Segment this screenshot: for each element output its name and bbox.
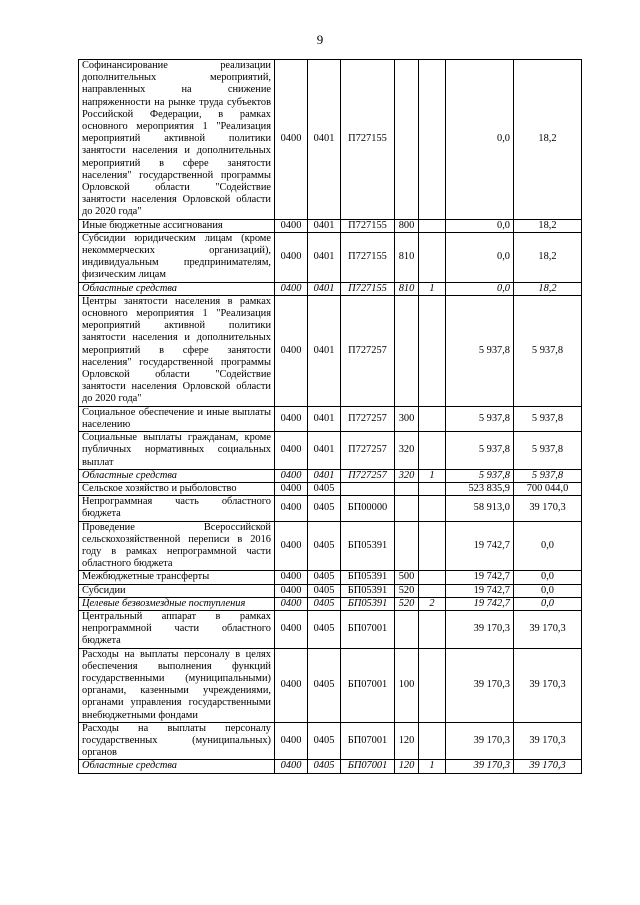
budget-table <box>78 59 582 774</box>
amount-year2-cell: 39 170,3 <box>514 760 582 773</box>
amount-year1-cell: 19 742,7 <box>446 571 514 584</box>
expense-type-cell: 800 <box>395 219 419 232</box>
subsection-code-cell: 0405 <box>308 610 341 648</box>
expense-type-cell <box>395 60 419 220</box>
funding-source-cell <box>419 496 446 521</box>
subsection-code-cell: 0401 <box>308 60 341 220</box>
table-row <box>79 610 582 648</box>
funding-source-cell: 1 <box>419 469 446 482</box>
expense-type-cell: 810 <box>395 282 419 295</box>
section-code-cell: 0400 <box>275 482 308 495</box>
section-code-cell: 0400 <box>275 496 308 521</box>
amount-year1-cell: 19 742,7 <box>446 584 514 597</box>
amount-year1-cell: 523 835,9 <box>446 482 514 495</box>
subsection-code-cell: 0401 <box>308 232 341 282</box>
row-name-cell: Расходы на выплаты персоналу государственных (муниципальных) органов <box>79 722 275 760</box>
expense-type-cell: 120 <box>395 722 419 760</box>
table-row <box>79 282 582 295</box>
expense-type-cell <box>395 482 419 495</box>
expense-type-cell <box>395 295 419 406</box>
funding-source-cell <box>419 60 446 220</box>
row-name-cell: Иные бюджетные ассигнования <box>79 219 275 232</box>
amount-year2-cell: 0,0 <box>514 521 582 571</box>
amount-year1-cell: 0,0 <box>446 60 514 220</box>
row-name-cell: Социальные выплаты гражданам, кроме публичных нормативных социальных выплат <box>79 432 275 470</box>
table-row <box>79 584 582 597</box>
expense-type-cell: 520 <box>395 597 419 610</box>
row-name-cell: Проведение Всероссийской сельскохозяйственной переписи в 2016 году в рамках непрограммной части областного бюджета <box>79 521 275 571</box>
row-name-cell: Непрограммная часть областного бюджета <box>79 496 275 521</box>
section-code-cell: 0400 <box>275 760 308 773</box>
funding-source-cell <box>419 648 446 722</box>
expense-type-cell: 100 <box>395 648 419 722</box>
amount-year2-cell: 39 170,3 <box>514 722 582 760</box>
subsection-code-cell: 0401 <box>308 432 341 470</box>
target-article-cell: БП00000 <box>341 496 395 521</box>
subsection-code-cell: 0405 <box>308 722 341 760</box>
funding-source-cell <box>419 232 446 282</box>
target-article-cell: БП07001 <box>341 760 395 773</box>
amount-year2-cell: 5 937,8 <box>514 406 582 431</box>
amount-year2-cell: 18,2 <box>514 60 582 220</box>
amount-year1-cell: 39 170,3 <box>446 648 514 722</box>
table-row <box>79 521 582 571</box>
table-row <box>79 760 582 773</box>
funding-source-cell <box>419 584 446 597</box>
table-row <box>79 648 582 722</box>
row-name-cell: Целевые безвозмездные поступления <box>79 597 275 610</box>
target-article-cell: БП05391 <box>341 584 395 597</box>
table-row <box>79 295 582 406</box>
amount-year1-cell: 5 937,8 <box>446 469 514 482</box>
subsection-code-cell: 0405 <box>308 760 341 773</box>
target-article-cell: БП07001 <box>341 722 395 760</box>
section-code-cell: 0400 <box>275 584 308 597</box>
table-row <box>79 469 582 482</box>
amount-year1-cell: 0,0 <box>446 219 514 232</box>
target-article-cell: БП05391 <box>341 571 395 584</box>
expense-type-cell: 120 <box>395 760 419 773</box>
funding-source-cell: 1 <box>419 282 446 295</box>
row-name-cell: Субсидии <box>79 584 275 597</box>
amount-year2-cell: 5 937,8 <box>514 469 582 482</box>
section-code-cell: 0400 <box>275 282 308 295</box>
section-code-cell: 0400 <box>275 521 308 571</box>
target-article-cell: П727257 <box>341 406 395 431</box>
expense-type-cell: 320 <box>395 469 419 482</box>
expense-type-cell: 300 <box>395 406 419 431</box>
page-number: 9 <box>316 32 324 47</box>
amount-year1-cell: 39 170,3 <box>446 722 514 760</box>
target-article-cell: П727155 <box>341 219 395 232</box>
expense-type-cell <box>395 610 419 648</box>
funding-source-cell <box>419 482 446 495</box>
funding-source-cell: 2 <box>419 597 446 610</box>
subsection-code-cell: 0405 <box>308 584 341 597</box>
budget-table-body <box>79 60 582 774</box>
table-row <box>79 482 582 495</box>
row-name-cell: Сельское хозяйство и рыболовство <box>79 482 275 495</box>
target-article-cell: П727257 <box>341 469 395 482</box>
row-name-cell: Областные средства <box>79 760 275 773</box>
section-code-cell: 0400 <box>275 232 308 282</box>
row-name-cell: Социальное обеспечение и иные выплаты населению <box>79 406 275 431</box>
amount-year2-cell: 39 170,3 <box>514 496 582 521</box>
section-code-cell: 0400 <box>275 432 308 470</box>
amount-year1-cell: 58 913,0 <box>446 496 514 521</box>
section-code-cell: 0400 <box>275 722 308 760</box>
section-code-cell: 0400 <box>275 469 308 482</box>
expense-type-cell: 810 <box>395 232 419 282</box>
subsection-code-cell: 0405 <box>308 496 341 521</box>
section-code-cell: 0400 <box>275 219 308 232</box>
table-row <box>79 406 582 431</box>
target-article-cell: БП07001 <box>341 648 395 722</box>
target-article-cell: П727257 <box>341 295 395 406</box>
target-article-cell: П727155 <box>341 60 395 220</box>
funding-source-cell <box>419 406 446 431</box>
table-row <box>79 60 582 220</box>
amount-year1-cell: 5 937,8 <box>446 406 514 431</box>
table-row <box>79 232 582 282</box>
amount-year2-cell: 18,2 <box>514 282 582 295</box>
target-article-cell: БП07001 <box>341 610 395 648</box>
target-article-cell: П727257 <box>341 432 395 470</box>
section-code-cell: 0400 <box>275 406 308 431</box>
amount-year1-cell: 39 170,3 <box>446 760 514 773</box>
amount-year2-cell: 18,2 <box>514 232 582 282</box>
amount-year2-cell: 0,0 <box>514 571 582 584</box>
funding-source-cell <box>419 432 446 470</box>
table-row <box>79 496 582 521</box>
amount-year2-cell: 18,2 <box>514 219 582 232</box>
amount-year1-cell: 5 937,8 <box>446 295 514 406</box>
amount-year2-cell: 700 044,0 <box>514 482 582 495</box>
amount-year1-cell: 5 937,8 <box>446 432 514 470</box>
target-article-cell <box>341 482 395 495</box>
target-article-cell: БП05391 <box>341 597 395 610</box>
table-row <box>79 432 582 470</box>
amount-year2-cell: 39 170,3 <box>514 648 582 722</box>
target-article-cell: П727155 <box>341 232 395 282</box>
subsection-code-cell: 0401 <box>308 406 341 431</box>
row-name-cell: Расходы на выплаты персоналу в целях обеспечения выполнения функций государственными (муниципальными) органами, казенными учреждениями, органами управления государственными внебюджетными фондами <box>79 648 275 722</box>
funding-source-cell <box>419 722 446 760</box>
subsection-code-cell: 0405 <box>308 648 341 722</box>
row-name-cell: Софинансирование реализации дополнительных мероприятий, направленных на снижение напряженности на рынке труда субъектов Российской Федерации, в рамках основного мероприятия 1 "Реализация мероприятий активной политики занятости населения и дополнительных мероприятий в сфере занятости населения" государственной программы Орловской области "Содействие занятости населения Орловской области до 2020 года" <box>79 60 275 220</box>
amount-year1-cell: 0,0 <box>446 282 514 295</box>
amount-year2-cell: 5 937,8 <box>514 295 582 406</box>
amount-year2-cell: 0,0 <box>514 597 582 610</box>
amount-year1-cell: 19 742,7 <box>446 597 514 610</box>
section-code-cell: 0400 <box>275 597 308 610</box>
row-name-cell: Межбюджетные трансферты <box>79 571 275 584</box>
row-name-cell: Центральный аппарат в рамках непрограммной части областного бюджета <box>79 610 275 648</box>
subsection-code-cell: 0405 <box>308 482 341 495</box>
expense-type-cell <box>395 496 419 521</box>
subsection-code-cell: 0405 <box>308 597 341 610</box>
subsection-code-cell: 0401 <box>308 295 341 406</box>
funding-source-cell <box>419 610 446 648</box>
row-name-cell: Областные средства <box>79 469 275 482</box>
funding-source-cell: 1 <box>419 760 446 773</box>
section-code-cell: 0400 <box>275 60 308 220</box>
table-row <box>79 597 582 610</box>
row-name-cell: Субсидии юридическим лицам (кроме некоммерческих организаций), индивидуальным предпринимателям, физическим лицам <box>79 232 275 282</box>
amount-year2-cell: 0,0 <box>514 584 582 597</box>
subsection-code-cell: 0401 <box>308 469 341 482</box>
amount-year1-cell: 19 742,7 <box>446 521 514 571</box>
section-code-cell: 0400 <box>275 610 308 648</box>
row-name-cell: Областные средства <box>79 282 275 295</box>
subsection-code-cell: 0405 <box>308 521 341 571</box>
section-code-cell: 0400 <box>275 571 308 584</box>
table-row <box>79 571 582 584</box>
section-code-cell: 0400 <box>275 648 308 722</box>
subsection-code-cell: 0405 <box>308 571 341 584</box>
subsection-code-cell: 0401 <box>308 282 341 295</box>
expense-type-cell: 320 <box>395 432 419 470</box>
target-article-cell: П727155 <box>341 282 395 295</box>
section-code-cell: 0400 <box>275 295 308 406</box>
subsection-code-cell: 0401 <box>308 219 341 232</box>
table-row <box>79 219 582 232</box>
funding-source-cell <box>419 521 446 571</box>
expense-type-cell: 520 <box>395 584 419 597</box>
expense-type-cell <box>395 521 419 571</box>
funding-source-cell <box>419 295 446 406</box>
amount-year1-cell: 0,0 <box>446 232 514 282</box>
table-row <box>79 722 582 760</box>
funding-source-cell <box>419 219 446 232</box>
target-article-cell: БП05391 <box>341 521 395 571</box>
expense-type-cell: 500 <box>395 571 419 584</box>
row-name-cell: Центры занятости населения в рамках основного мероприятия 1 "Реализация мероприятий активной политики занятости населения и дополнительных мероприятий в сфере занятости населения" государственной программы Орловской области "Содействие занятости населения Орловской области до 2020 года" <box>79 295 275 406</box>
amount-year1-cell: 39 170,3 <box>446 610 514 648</box>
amount-year2-cell: 39 170,3 <box>514 610 582 648</box>
amount-year2-cell: 5 937,8 <box>514 432 582 470</box>
funding-source-cell <box>419 571 446 584</box>
